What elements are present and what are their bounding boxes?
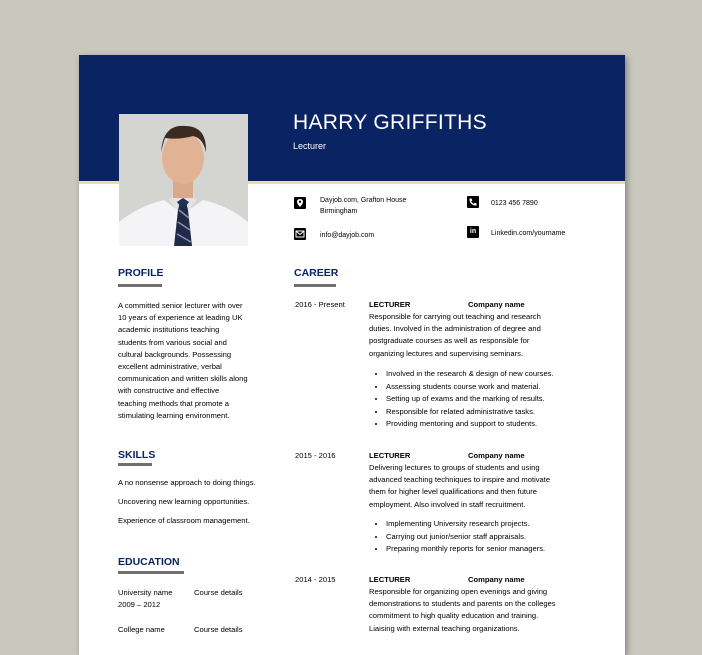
address-line2: Birmingham [320,208,358,215]
skills-heading: SKILLS [118,449,156,461]
candidate-name: HARRY GRIFFITHS [293,111,487,134]
profile-line: communication and written skills along [118,374,248,384]
education-underline [118,571,184,574]
candidate-title: Lecturer [293,141,327,151]
job-desc-line: Liaising with external teaching organizations. [369,623,520,633]
profile-line: with constructive and effective [118,386,220,396]
job-desc-line: demonstrations to students and parents on the colleges [369,599,556,609]
job-desc-line: them for higher level qualifications and then future [369,487,538,497]
skill-item: Uncovering new learning opportunities. [118,497,250,506]
profile-underline [118,284,162,287]
job-desc-line: commitment to high quality education and training. [369,611,539,621]
job-description [369,586,556,635]
job-desc-line: organizing lectures and supervising seminars. [369,348,524,358]
job-dates: 2014 - 2015 [295,575,336,584]
profile-photo [119,114,248,246]
education-institution: University name [118,588,173,597]
contact-address [320,195,406,217]
profile-heading: PROFILE [118,267,164,279]
contact-email: info@dayjob.com [320,232,375,239]
job-desc-line: Delivering lectures to groups of students and using [369,463,540,472]
profile-line: 10 years of experience at leading UK [118,313,243,323]
contact-phone: 0123 456 7890 [491,200,538,207]
job-dates: 2015 - 2016 [295,451,336,460]
profile-summary [118,300,248,422]
job-bullets [369,368,554,431]
job-desc-line: employment. Also involved in staff recruitment. [369,499,526,509]
education-institution: College name [118,625,165,634]
education-details: Course details [194,588,243,597]
email-icon [294,228,306,240]
skills-underline [118,463,152,466]
job-role: LECTURER [369,575,411,584]
profile-line: students from various social and [118,337,227,347]
job-bullet: • Providing mentoring and support to students. [386,418,554,431]
profile-line: excellent administrative, verbal [118,362,222,372]
address-line1: Dayjob.com, Grafton House [320,197,407,204]
job-bullet: • Involved in the research & design of new courses. [386,368,554,381]
profile-line: teaching methods that promote a [118,398,230,408]
profile-line: A committed senior lecturer with over [118,301,243,310]
job-bullet: • Assessing students course work and material. [386,381,554,394]
education-heading: EDUCATION [118,556,180,568]
education-years: 2009 – 2012 [118,600,161,609]
job-desc-line: Responsible for carrying out teaching and research [369,312,541,321]
job-desc-line: advanced teaching techniques to inspire and motivate [369,475,551,485]
job-company: Company name [468,451,525,460]
job-desc-line: Responsible for organizing open evenings and giving [369,587,548,596]
job-bullet: • Setting up of exams and the marking of results. [386,393,554,406]
cv-page [79,55,625,655]
map-pin-icon [294,197,306,209]
linkedin-icon: in [467,226,479,238]
skill-item: Experience of classroom management. [118,516,250,525]
profile-line: cultural backgrounds. Possessing [118,349,232,359]
contact-linkedin: Linkedin.com/yourname [491,230,566,237]
education-details: Course details [194,625,243,634]
job-desc-line: duties. Involved in the administration of degree and [369,324,541,334]
profile-line: stimulating learning environment. [118,410,230,420]
job-bullet: • Implementing University research projects. [386,518,545,531]
job-bullet: • Preparing monthly reports for senior managers. [386,543,545,556]
job-role: LECTURER [369,300,411,309]
skill-item: A no nonsense approach to doing things. [118,478,256,487]
job-dates: 2016 - Present [295,300,345,309]
phone-icon [467,196,479,208]
career-underline [294,284,336,287]
job-bullet: • Responsible for related administrative tasks. [386,406,554,419]
profile-line: academic institutions teaching [118,325,220,335]
job-bullets [369,518,545,556]
job-company: Company name [468,575,525,584]
job-description [369,311,541,360]
job-bullet: • Carrying out junior/senior staff appraisals. [386,531,545,544]
job-role: LECTURER [369,451,411,460]
job-company: Company name [468,300,525,309]
job-description [369,462,550,511]
career-heading: CAREER [294,267,339,279]
job-desc-line: postgraduate courses as well as responsible for [369,336,530,346]
